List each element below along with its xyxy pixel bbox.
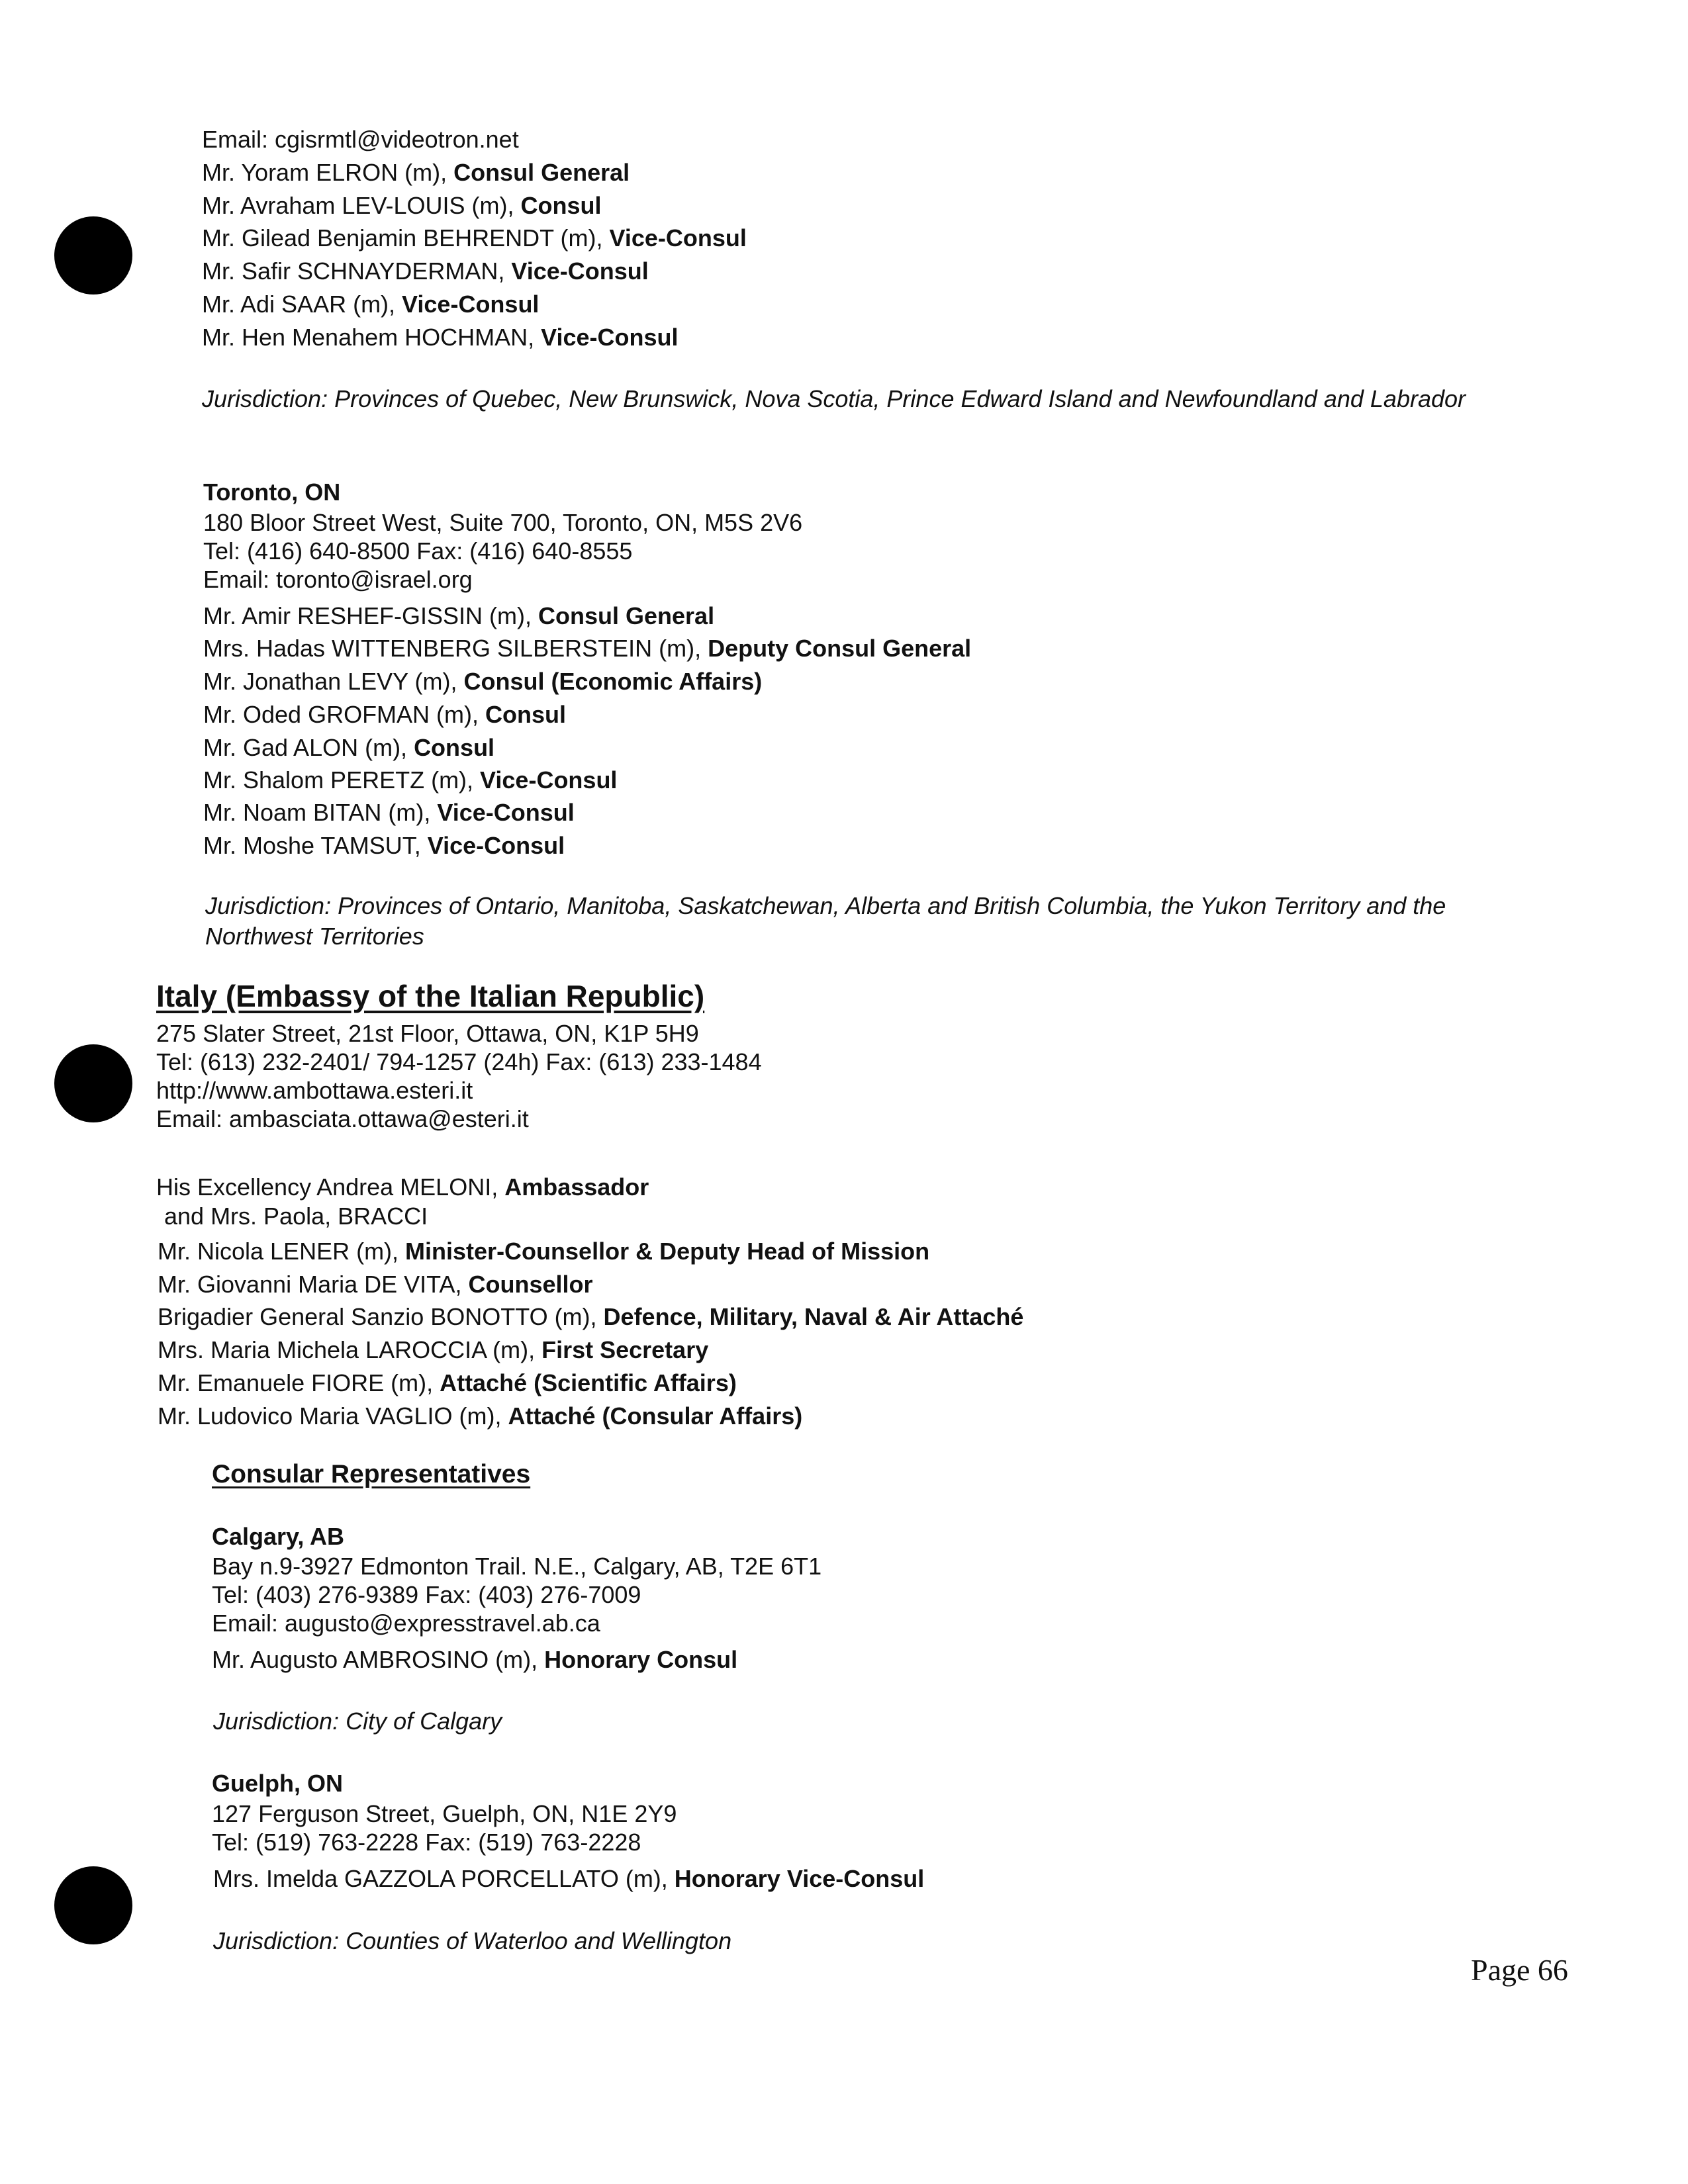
staff-row — [203, 832, 565, 860]
staff-name: Mr. Nicola LENER (m), — [158, 1238, 406, 1265]
staff-name: Mr. Jonathan LEVY (m), — [203, 668, 464, 695]
page-number: Page 66 — [1471, 1953, 1568, 1987]
guelph-phone: Tel: (519) 763-2228 Fax: (519) 763-2228 — [212, 1829, 641, 1856]
staff-name: Mr. Gad ALON (m), — [203, 734, 414, 761]
ambassador-row — [156, 1173, 649, 1201]
toronto-city: Toronto, ON — [203, 478, 341, 506]
toronto-address: 180 Bloor Street West, Suite 700, Toronto, ON, M5S 2V6 — [203, 509, 803, 536]
punch-hole-bottom — [54, 1866, 132, 1944]
calgary-email: Email: augusto@expresstravel.ab.ca — [212, 1610, 600, 1637]
staff-row — [213, 1865, 924, 1893]
staff-row — [202, 324, 679, 351]
staff-row — [202, 291, 539, 318]
staff-title: Consul General — [538, 602, 715, 629]
staff-name: Mr. Yoram ELRON (m), — [202, 159, 454, 186]
staff-row — [202, 257, 649, 285]
staff-name: Mr. Shalom PERETZ (m), — [203, 766, 481, 794]
staff-row — [203, 602, 714, 630]
staff-name: Mr. Emanuele FIORE (m), — [158, 1369, 440, 1396]
staff-title: Consul (Economic Affairs) — [463, 668, 763, 695]
calgary-address: Bay n.9-3927 Edmonton Trail. N.E., Calgary, AB, T2E 6T1 — [212, 1553, 822, 1580]
staff-title: Vice-Consul — [427, 832, 565, 859]
guelph-address: 127 Ferguson Street, Guelph, ON, N1E 2Y9 — [212, 1800, 677, 1827]
staff-row — [158, 1336, 708, 1364]
staff-name: Mr. Hen Menahem HOCHMAN, — [202, 324, 541, 351]
staff-name: Brigadier General Sanzio BONOTTO (m), — [158, 1303, 604, 1330]
staff-title: Vice-Consul — [609, 224, 747, 251]
staff-name: Mr. Moshe TAMSUT, — [203, 832, 428, 859]
toronto-jurisdiction: Jurisdiction: Provinces of Ontario, Manitoba, Saskatchewan, Alberta and British Columbia, the Yukon Territory and the — [205, 892, 1446, 919]
toronto-email: Email: toronto@israel.org — [203, 566, 473, 593]
staff-row — [202, 192, 601, 220]
staff-title: Consul — [485, 701, 567, 728]
staff-title: Consul General — [453, 159, 630, 186]
staff-name: Mrs. Maria Michela LAROCCIA (m), — [158, 1336, 542, 1363]
staff-name: Mr. Adi SAAR (m), — [202, 291, 402, 318]
staff-title: Attaché (Consular Affairs) — [508, 1402, 803, 1430]
staff-row — [203, 701, 566, 729]
staff-title: Vice-Consul — [541, 324, 679, 351]
staff-name: Mr. Avraham LEV-LOUIS (m), — [202, 192, 521, 219]
toronto-jurisdiction-cont: Northwest Territories — [205, 923, 424, 950]
staff-row — [158, 1238, 929, 1265]
montreal-email: Email: cgisrmtl@videotron.net — [202, 126, 519, 153]
staff-title: Deputy Consul General — [708, 635, 972, 662]
staff-name: Mrs. Hadas WITTENBERG SILBERSTEIN (m), — [203, 635, 708, 662]
staff-name: Mrs. Imelda GAZZOLA PORCELLATO (m), — [213, 1865, 675, 1892]
guelph-jurisdiction: Jurisdiction: Counties of Waterloo and Wellington — [213, 1927, 732, 1954]
guelph-city: Guelph, ON — [212, 1770, 343, 1797]
consular-representatives-heading: Consular Representatives — [212, 1460, 531, 1488]
calgary-jurisdiction: Jurisdiction: City of Calgary — [213, 1707, 502, 1735]
staff-name: Mr. Safir SCHNAYDERMAN, — [202, 257, 512, 285]
staff-row — [158, 1369, 737, 1397]
staff-title: Consul — [414, 734, 495, 761]
staff-row — [203, 734, 494, 762]
staff-row — [203, 766, 617, 794]
staff-row — [158, 1303, 1023, 1331]
italy-email: Email: ambasciata.ottawa@esteri.it — [156, 1105, 529, 1132]
staff-name: Mr. Ludovico Maria VAGLIO (m), — [158, 1402, 508, 1430]
staff-title: Honorary Vice-Consul — [674, 1865, 925, 1892]
staff-name: Mr. Noam BITAN (m), — [203, 799, 438, 826]
staff-row — [203, 668, 762, 696]
staff-name: Mr. Amir RESHEF-GISSIN (m), — [203, 602, 539, 629]
punch-hole-top — [54, 216, 132, 295]
ambassador-name: His Excellency Andrea MELONI, — [156, 1173, 505, 1201]
staff-title: Vice-Consul — [511, 257, 649, 285]
staff-title: Defence, Military, Naval & Air Attaché — [603, 1303, 1024, 1330]
staff-row — [158, 1271, 592, 1298]
italy-address: 275 Slater Street, 21st Floor, Ottawa, ON, K1P 5H9 — [156, 1020, 699, 1047]
staff-title: Consul — [520, 192, 602, 219]
calgary-phone: Tel: (403) 276-9389 Fax: (403) 276-7009 — [212, 1581, 641, 1608]
italy-website: http://www.ambottawa.esteri.it — [156, 1077, 473, 1104]
ambassador-title: Ambassador — [504, 1173, 649, 1201]
ambassador-spouse: and Mrs. Paola, BRACCI — [164, 1203, 428, 1230]
italy-phone: Tel: (613) 232-2401/ 794-1257 (24h) Fax: (613) 233-1484 — [156, 1048, 762, 1075]
montreal-jurisdiction: Jurisdiction: Provinces of Quebec, New Brunswick, Nova Scotia, Prince Edward Island and Newfoundland and Labrador — [202, 385, 1466, 412]
staff-row — [158, 1402, 802, 1430]
staff-row — [202, 159, 630, 187]
country-heading: Italy (Embassy of the Italian Republic) — [156, 979, 705, 1013]
staff-title: Vice-Consul — [480, 766, 618, 794]
staff-name: Mr. Oded GROFMAN (m), — [203, 701, 486, 728]
staff-row — [202, 224, 747, 252]
staff-title: Attaché (Scientific Affairs) — [440, 1369, 737, 1396]
staff-row — [212, 1646, 737, 1674]
staff-row — [203, 799, 575, 827]
staff-title: Vice-Consul — [402, 291, 539, 318]
staff-title: Honorary Consul — [544, 1646, 738, 1673]
staff-name: Mr. Giovanni Maria DE VITA, — [158, 1271, 469, 1298]
staff-title: First Secretary — [541, 1336, 709, 1363]
staff-title: Counsellor — [468, 1271, 593, 1298]
staff-title: Minister-Counsellor & Deputy Head of Mission — [405, 1238, 930, 1265]
staff-title: Vice-Consul — [437, 799, 575, 826]
toronto-phone: Tel: (416) 640-8500 Fax: (416) 640-8555 — [203, 537, 633, 565]
staff-name: Mr. Augusto AMBROSINO (m), — [212, 1646, 545, 1673]
calgary-city: Calgary, AB — [212, 1523, 345, 1550]
punch-hole-middle — [54, 1044, 132, 1122]
staff-row — [203, 635, 971, 662]
staff-name: Mr. Gilead Benjamin BEHRENDT (m), — [202, 224, 610, 251]
